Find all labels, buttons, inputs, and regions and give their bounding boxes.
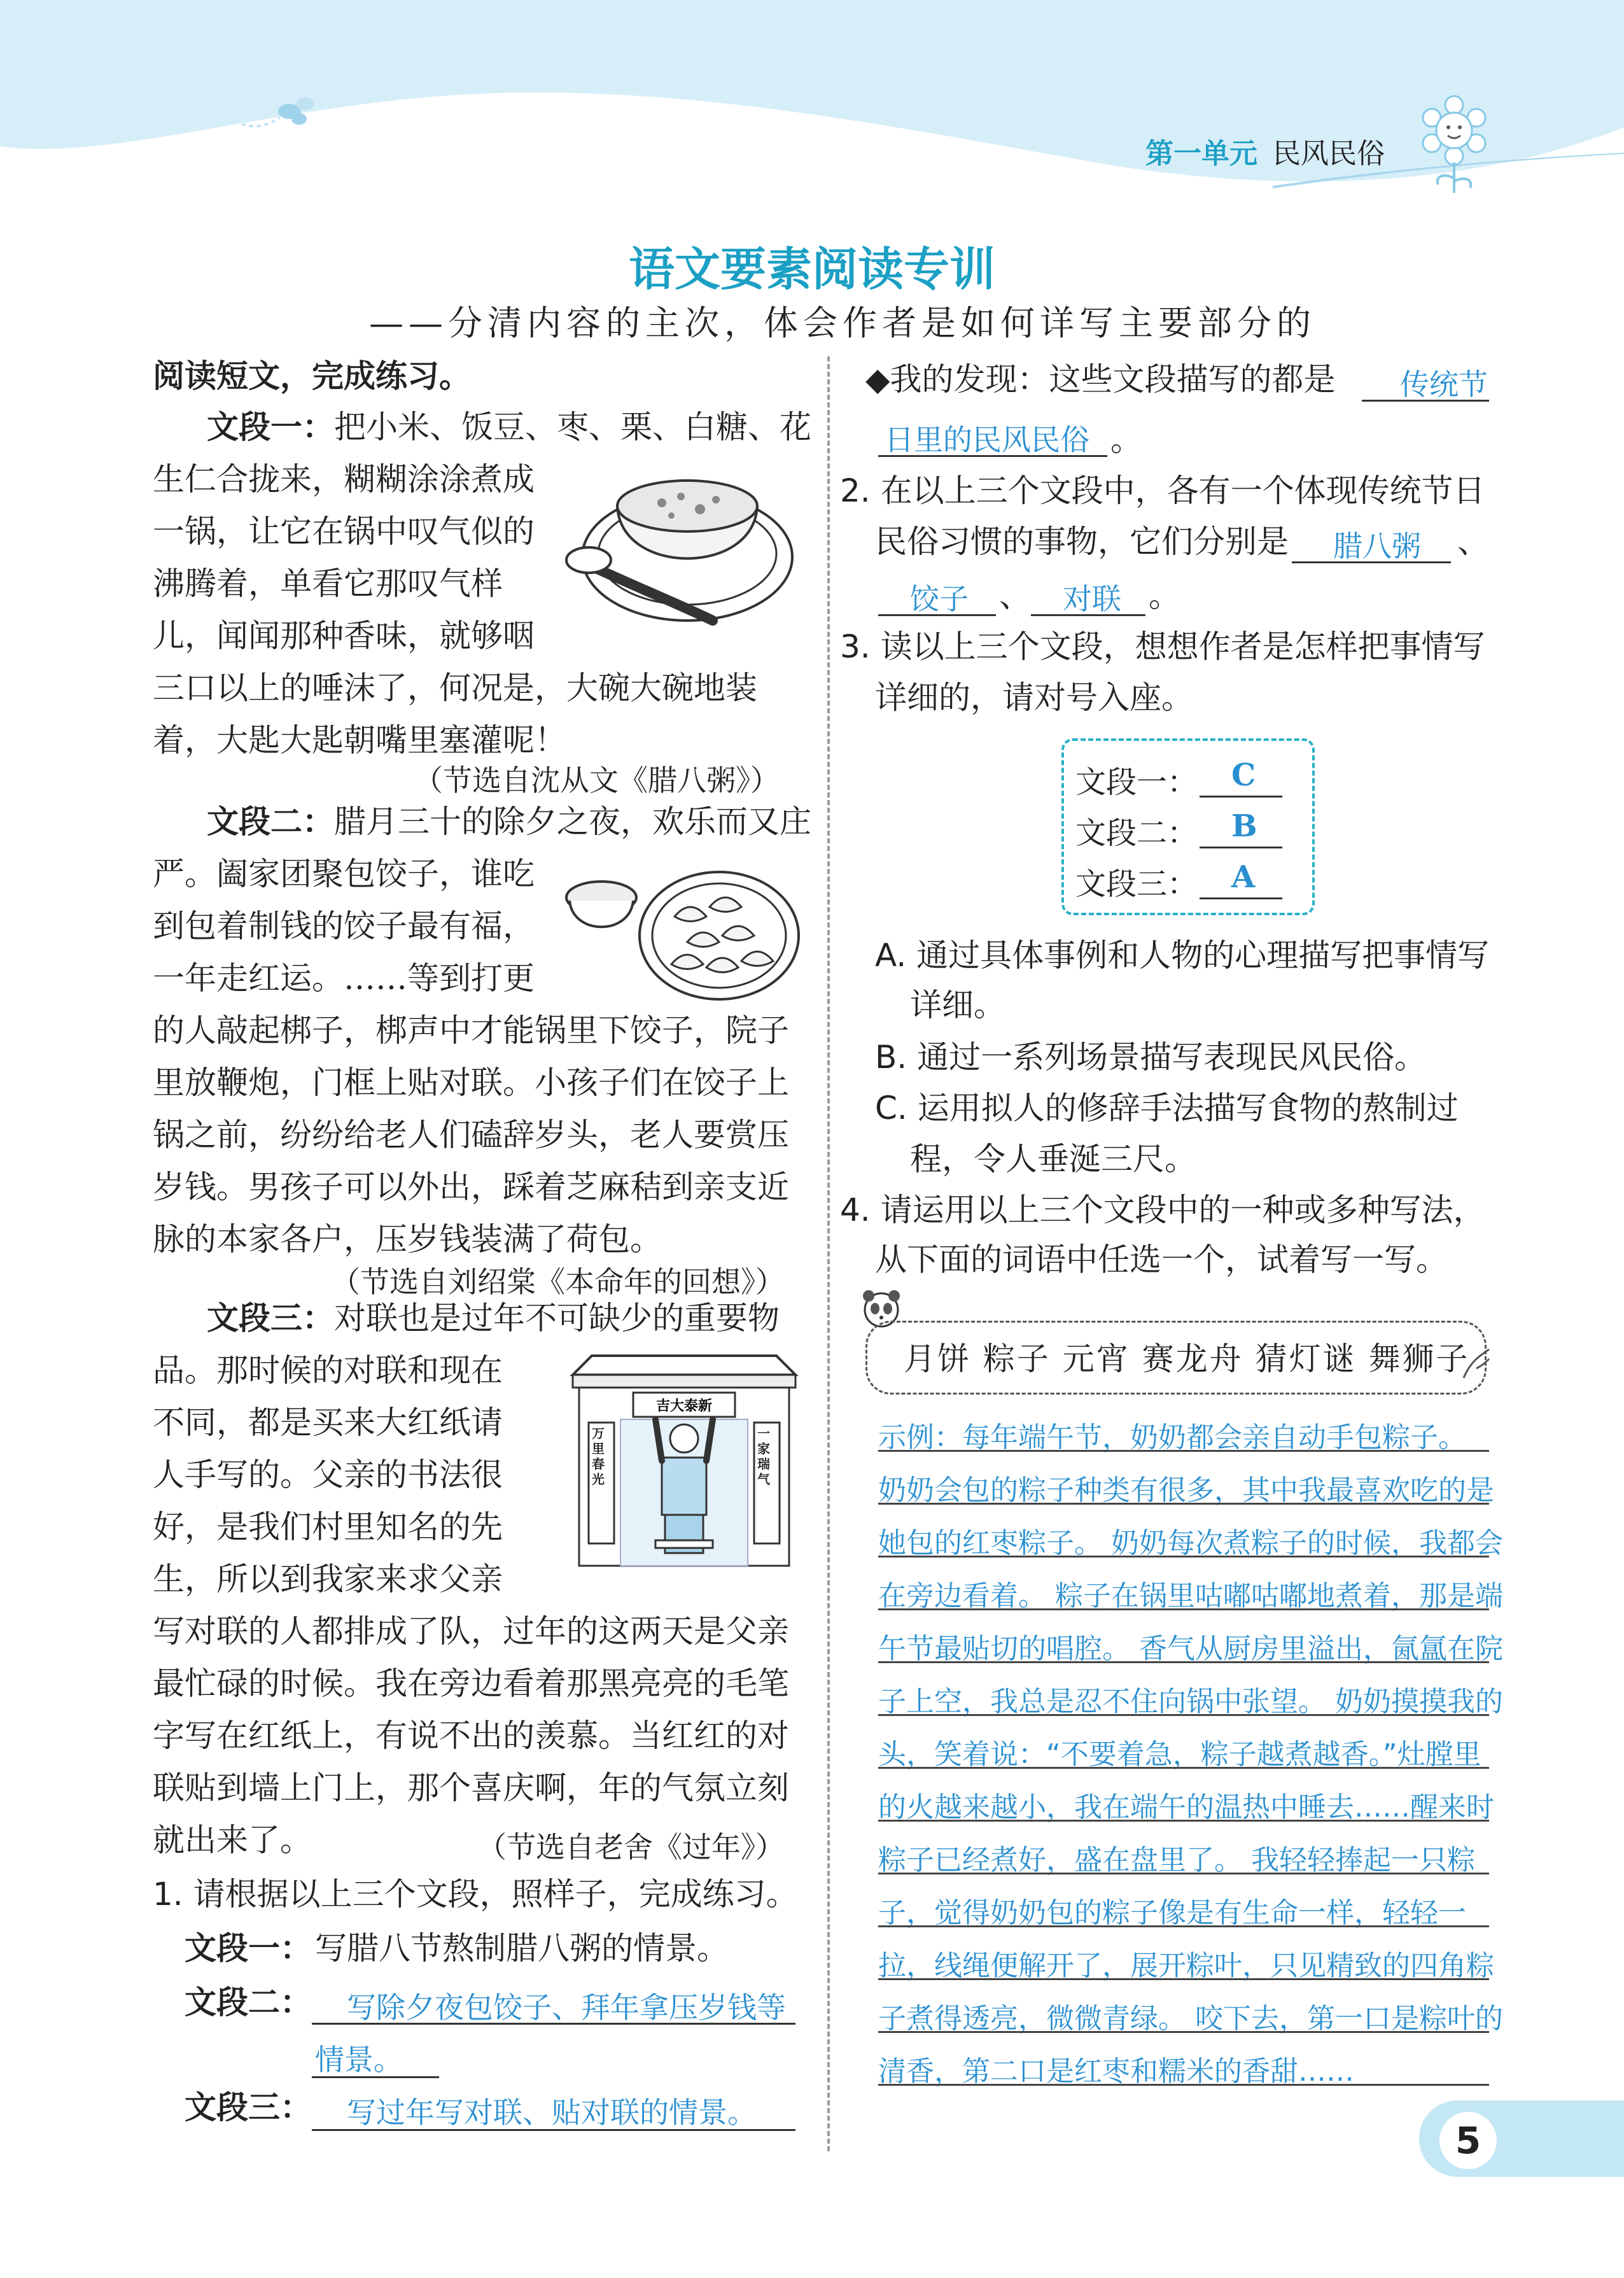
q3-match-answer-2[interactable]: B [1231, 808, 1257, 844]
essay-line-13[interactable]: 清香，第二口是红枣和糯米的香甜…… [878, 2055, 1354, 2088]
essay-line-11[interactable]: 拉，线绳便解开了，展开粽叶，只见精致的四角粽 [878, 1950, 1494, 1982]
passage1-source: （节选自沈从文《腊八粥》） [414, 763, 780, 798]
page-subtitle: ——分清内容的主次，体会作者是如何详写主要部分的 [369, 303, 1316, 343]
q3-match-underline-3 [1200, 897, 1282, 899]
q1-item2-label: 文段二： [185, 1984, 312, 2021]
q4-line1: 4. 请运用以上三个文段中的一种或多种写法， [840, 1192, 1485, 1228]
passage3-line-3: 不同，都是买来大红纸请 [153, 1404, 503, 1441]
passage1-label: 文段一： [207, 409, 334, 446]
essay-line-12[interactable]: 子煮得透亮，微微青绿。 咬下去，第一口是粽叶的 [878, 2002, 1503, 2035]
passage3-line-9: 字写在红纸上，有说不出的羡慕。当红红的对 [153, 1717, 789, 1754]
essay-underline-11 [878, 1978, 1489, 1980]
essay-underline-3 [878, 1556, 1489, 1557]
page-title: 语文要素阅读专训 [628, 243, 995, 296]
essay-line-4[interactable]: 在旁边看着。 粽子在锅里咕嘟咕嘟地煮着，那是端 [878, 1580, 1503, 1612]
passage2-source: （节选自刘绍棠《本命年的回想》） [331, 1265, 785, 1299]
q2-answer-1[interactable]: 腊八粥 [1333, 529, 1421, 563]
q1-item2-underline1 [312, 2023, 795, 2025]
q1-item1-label: 文段一： [185, 1930, 312, 1967]
butterfly-icon [229, 86, 325, 137]
essay-line-1[interactable]: 示例：每年端午节，奶奶都会亲自动手包粽子。 [878, 1421, 1466, 1454]
q1-item3-underline [312, 2129, 795, 2131]
passage3-line-7: 写对联的人都排成了队，过年的这两天是父亲 [153, 1613, 789, 1650]
passage2-line-3: 到包着制钱的饺子最有福， [153, 908, 535, 945]
header-unit: 第一单元 [1145, 137, 1257, 170]
q3-option-c: C. 运用拟人的修辞手法描写食物的熬制过 [875, 1090, 1459, 1127]
essay-underline-2 [878, 1503, 1489, 1505]
q1-prompt: 1. 请根据以上三个文段，照样子，完成练习。 [153, 1876, 798, 1913]
essay-line-10[interactable]: 子，觉得奶奶包的粽子像是有生命一样，轻轻一 [878, 1897, 1466, 1929]
q2-line1: 2. 在以上三个文段中，各有一个体现传统节日 [840, 472, 1485, 509]
passage2-line-8: 岁钱。男孩子可以外出，踩着芝麻秸到亲支近 [153, 1169, 789, 1206]
passage2-line-1: 文段二：腊月三十的除夕之夜，欢乐而又庄 [207, 803, 811, 840]
instruction: 阅读短文，完成练习。 [153, 358, 471, 395]
passage2-line-9: 脉的本家各户，压岁钱装满了荷包。 [153, 1221, 662, 1258]
discovery-underline2 [878, 455, 1107, 457]
essay-underline-5 [878, 1661, 1489, 1663]
q1-item1-text: 写腊八节熬制腊八粥的情景。 [315, 1930, 729, 1967]
discovery-answer-line2[interactable]: 日里的民风民俗 [885, 423, 1089, 457]
essay-line-9[interactable]: 粽子已经煮好，盛在盘里了。 我轻轻捧起一只粽 [878, 1844, 1475, 1876]
q2-underline-3 [1031, 614, 1145, 616]
passage1-line-6: 三口以上的唾沫了，何况是，大碗大碗地装 [153, 670, 757, 707]
passage1-line-4: 沸腾着，单看它那叹气样 [153, 565, 503, 602]
q3-option-a-cont: 详细。 [910, 987, 1005, 1023]
q3-match-label-2: 文段二： [1075, 815, 1198, 851]
q4-line2: 从下面的词语中任选一个，试着写一写。 [875, 1241, 1448, 1278]
essay-line-7[interactable]: 头，笑着说：“不要着急，粽子越煮越香。”灶膛里 [878, 1738, 1481, 1771]
q1-item3-answer[interactable]: 写过年写对联、贴对联的情景。 [347, 2095, 757, 2130]
passage1-line-5: 儿，闻闻那种香味，就够咽 [153, 617, 535, 654]
essay-underline-9 [878, 1873, 1489, 1874]
dumplings-illustration [560, 853, 802, 1006]
passage3-line-4: 人手写的。父亲的书法很 [153, 1456, 503, 1493]
header-topic: 民风民俗 [1273, 137, 1385, 170]
couplet-left-text: 万里春光 [592, 1426, 605, 1487]
q2-line2-prefix: 民俗习惯的事物，它们分别是 [875, 523, 1289, 560]
discovery-prefix: ◆我的发现：这些文段描写的都是 [865, 361, 1336, 398]
discovery-underline1 [1362, 400, 1489, 402]
passage3-line-2: 品。那时候的对联和现在 [153, 1352, 503, 1389]
q2-underline-1 [1292, 561, 1451, 563]
passage1-line-2: 生仁合拢来，糊糊涂涂煮成 [153, 461, 535, 498]
passage2-line-7: 锅之前，纷纷给老人们磕辞岁头，老人要赏压 [153, 1116, 789, 1153]
q1-item2-answer-line1[interactable]: 写除夕夜包饺子、拜年拿压岁钱等 [347, 1990, 786, 2025]
essay-line-6[interactable]: 子上空，我总是忍不住向锅中张望。 奶奶摸摸我的 [878, 1685, 1503, 1718]
essay-line-2[interactable]: 奶奶会包的粽子种类有很多，其中我最喜欢吃的是 [878, 1474, 1494, 1507]
q2-answer-3[interactable]: 对联 [1063, 582, 1121, 616]
essay-underline-8 [878, 1820, 1489, 1822]
q1-item3-label: 文段三： [185, 2089, 312, 2126]
passage2-line-5: 的人敲起梆子，梆声中才能锅里下饺子，院子 [153, 1012, 789, 1049]
q3-line1: 3. 读以上三个文段，想想作者是怎样把事情写 [840, 628, 1485, 665]
word-options: 月饼 粽子 元宵 赛龙舟 猜灯谜 舞狮子 [904, 1340, 1470, 1377]
essay-line-8[interactable]: 的火越来越小，我在端午的温热中睡去……醒来时 [878, 1791, 1494, 1824]
q2-underline-2 [878, 614, 996, 616]
q2-sep-2: 、 [999, 577, 1031, 614]
essay-underline-6 [878, 1714, 1489, 1716]
page-number: 5 [1439, 2112, 1497, 2169]
passage2-line-2: 严。阖家团聚包饺子，谁吃 [153, 855, 535, 892]
passage3-source: （节选自老舍《过年》） [477, 1830, 785, 1864]
q3-match-underline-1 [1200, 796, 1282, 798]
essay-underline-13 [878, 2084, 1489, 2086]
q2-sep-1: 、 [1457, 523, 1489, 560]
q1-item2-underline2 [312, 2076, 439, 2078]
passage1-line-7: 着，大匙大匙朝嘴里塞灌呢！ [153, 722, 566, 759]
passage3-line-8: 最忙碌的时候。我在旁边看着那黑亮亮的毛笔 [153, 1665, 789, 1702]
q3-match-answer-1[interactable]: C [1231, 757, 1256, 793]
essay-line-5[interactable]: 午节最贴切的唱腔。 香气从厨房里溢出，氤氲在院 [878, 1633, 1503, 1665]
q3-match-underline-2 [1200, 847, 1282, 848]
passage3-label: 文段三： [207, 1300, 334, 1337]
column-divider [827, 356, 830, 2151]
passage3-line-10: 联贴到墙上门上，那个喜庆啊，年的气氛立刻 [153, 1769, 789, 1806]
sunflower-icon [1413, 92, 1495, 194]
passage1-line-1: 文段一：把小米、饭豆、枣、栗、白糖、花 [207, 409, 811, 446]
q3-line2: 详细的，请对号入座。 [875, 679, 1193, 716]
couplet-top-text: 吉大泰新 [655, 1398, 713, 1414]
couplet-right-text: 一家瑞气 [757, 1426, 770, 1487]
passage2-line-6: 里放鞭炮，门框上贴对联。小孩子们在饺子上 [153, 1064, 789, 1101]
q3-option-b: B. 通过一系列场景描写表现民风民俗。 [875, 1039, 1427, 1076]
q3-option-c-cont: 程，令人垂涎三尺。 [910, 1141, 1196, 1178]
essay-underline-7 [878, 1767, 1489, 1769]
q3-option-a: A. 通过具体事例和人物的心理描写把事情写 [875, 937, 1490, 974]
q3-match-label-3: 文段三： [1075, 866, 1198, 902]
q2-end: 。 [1149, 577, 1180, 614]
discovery-suffix: 。 [1110, 421, 1142, 458]
essay-line-3[interactable]: 她包的红枣粽子。 奶奶每次煮粽子的时候，我都会 [878, 1527, 1503, 1559]
q3-match-answer-3[interactable]: A [1231, 859, 1256, 895]
passage3-line-5: 好，是我们村里知名的先 [153, 1508, 503, 1545]
q1-item2-answer-line2[interactable]: 情景。 [315, 2042, 403, 2077]
leaf-icon [1457, 1343, 1495, 1381]
essay-underline-1 [878, 1450, 1489, 1452]
q2-answer-2[interactable]: 饺子 [910, 582, 969, 616]
passage3-line-6: 生，所以到我家来求父亲 [153, 1561, 503, 1598]
porridge-bowl-illustration [560, 449, 802, 633]
essay-underline-4 [878, 1608, 1489, 1610]
essay-underline-10 [878, 1925, 1489, 1927]
q3-match-label-1: 文段一： [1075, 764, 1198, 800]
passage2-line-4: 一年走红运。……等到打更 [153, 960, 535, 997]
passage3-line-1: 文段三：对联也是过年不可缺少的重要物 [207, 1300, 780, 1337]
passage2-label: 文段二： [207, 803, 334, 840]
passage1-line-3: 一锅，让它在锅中叹气似的 [153, 513, 535, 550]
essay-underline-12 [878, 2031, 1489, 2033]
passage3-line-11: 就出来了。 [153, 1822, 312, 1859]
discovery-answer-line1[interactable]: 传统节 [1400, 367, 1488, 402]
